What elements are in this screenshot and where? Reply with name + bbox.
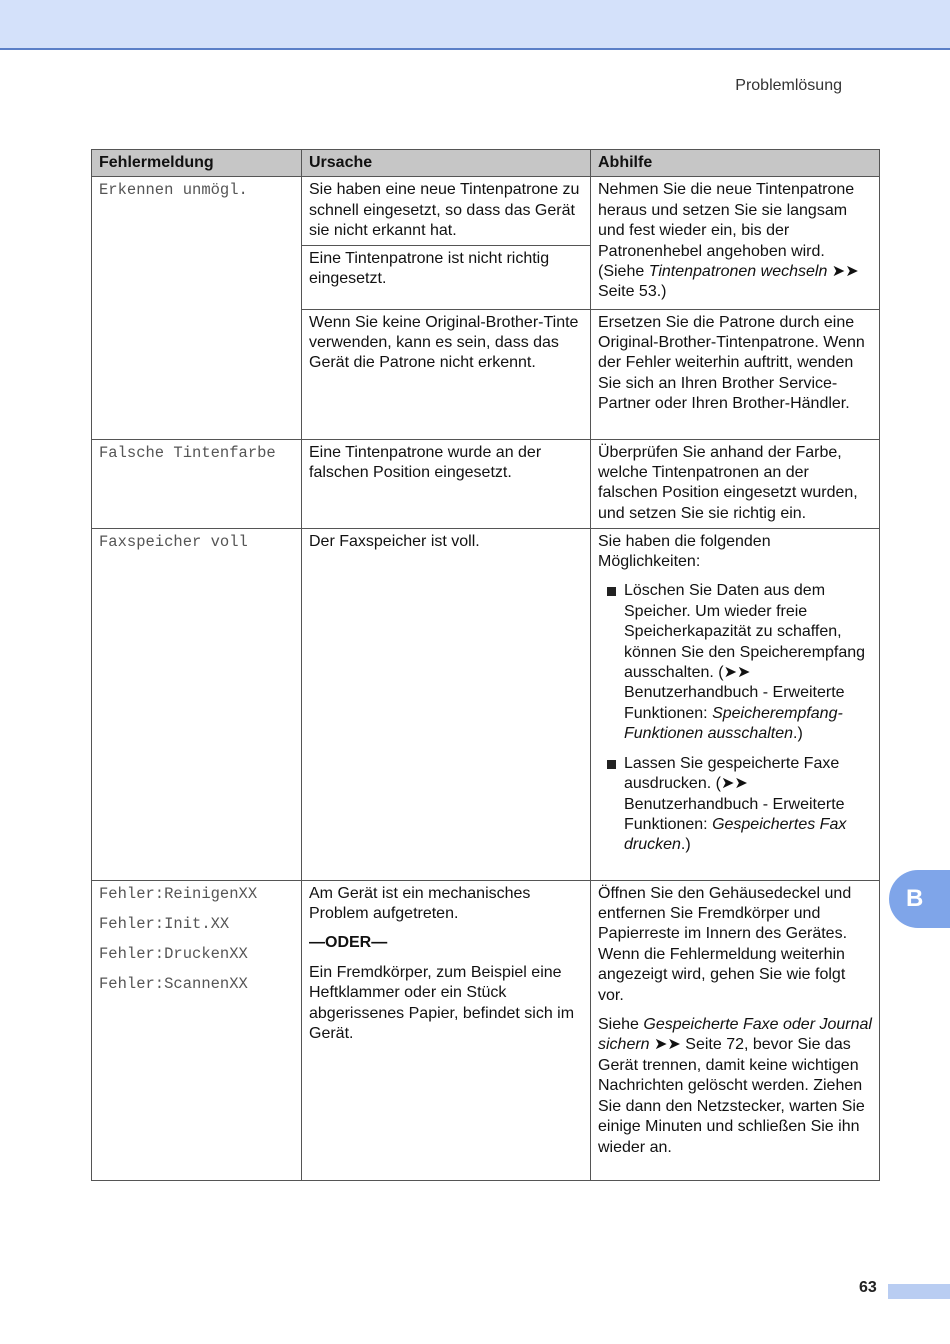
col-header-ursache: Ursache [302,150,591,177]
cause-text: Der Faxspeicher ist voll. [309,532,480,550]
square-bullet-icon [607,760,616,769]
remedy-cell [591,528,880,880]
error-table [91,149,880,1181]
bullet-reference-title: Gespeichertes Fax drucken [624,815,847,854]
remedy-text: Überprüfen Sie anhand der Farbe, welche Tintenpatronen an der falschen Position eingesetzt wurden, und setzen Sie sie richtig ein. [598,443,858,522]
table-row [92,880,880,1180]
list-item [598,754,872,856]
cause-cell [302,528,591,880]
remedy-cell [591,439,880,528]
list-item [598,581,872,744]
bullet-text: Löschen Sie Daten aus dem Speicher. Um wieder freie Speicherkapazität zu schaffen, können Sie den Speicherempfang ausschalten. [624,582,866,682]
cause-cell [302,880,591,1180]
bullet-reference: (➤➤ Benutzerhandbuch - Erweiterte Funktionen: [624,664,845,722]
square-bullet-icon [607,587,616,596]
remedy-page-reference: ➤➤ Seite 53.) [598,263,859,301]
bullet-text: Lassen Sie gespeicherte Faxe ausdrucken. [624,754,840,793]
remedy-text: Siehe [598,1016,644,1034]
remedy-text: Nehmen Sie die neue Tintenpatrone heraus und setzen Sie sie langsam und fest wieder ein, bis der Patronenhebel angehoben wird. (Siehe [598,181,855,281]
bullet-reference-end: .) [680,836,691,854]
section-title: Problemlösung [735,77,842,94]
remedy-cell [591,177,880,309]
error-code-cell [92,880,302,1180]
footer-band [888,1284,950,1299]
cause-text: Wenn Sie keine Original-Brother-Tinte verwenden, kann es sein, dass das Gerät die Patrone nicht erkennt. [309,313,579,372]
cause-text: Am Gerät ist ein mechanisches Problem aufgetreten. [309,884,531,923]
cause-cell [302,309,591,439]
error-code-cell [92,439,302,528]
page-number: 63 [859,1279,877,1296]
col-header-abhilfe: Abhilfe [591,150,880,177]
error-code: Fehler:ReinigenXX [99,884,258,903]
cause-text: Ein Fremdkörper, zum Beispiel eine Heftklammer oder ein Stück abgerissenes Papier, befindet sich im Gerät. [309,963,575,1043]
error-code-cell [92,528,302,880]
table-header-row [92,150,880,177]
bullet-reference-title: Speicherempfang-Funktionen ausschalten [624,704,843,743]
cause-text: Eine Tintenpatrone ist nicht richtig eingesetzt. [309,249,550,288]
error-code: Fehler:ScannenXX [99,974,248,993]
error-code: Erkennen unmögl. [99,181,248,200]
remedy-intro: Sie haben die folgenden Möglichkeiten: [598,532,771,571]
remedy-reference-title: Gespeicherte Faxe oder Journal sichern [598,1016,872,1054]
oder-separator: —ODER— [309,934,388,952]
remedy-paragraph [598,1015,872,1158]
remedy-cell [591,309,880,439]
remedy-text: ➤➤ Seite 72, bevor Sie das Gerät trennen, damit keine wichtigen Nachrichten gelöscht werden. Ziehen Sie dann den Netzstecker, warten Sie einige Minuten und schließen Sie ihn wieder an. [598,1036,865,1156]
cause-cell [302,245,591,309]
table-row [92,439,880,528]
remedy-text: Ersetzen Sie die Patrone durch eine Original-Brother-Tintenpatrone. Wenn der Fehler weiterhin auftritt, wenden Sie sich an Ihren Brother Service-Partner oder Ihren Brother-Händler. [598,313,865,413]
cause-cell [302,439,591,528]
remedy-text: Öffnen Sie den Gehäusedeckel und entfernen Sie Fremdkörper und Papierreste im Innern des Gerätes. Wenn die Fehlermeldung weiterhin angezeigt wird, gehen Sie wie folgt vor. [598,884,852,1004]
cause-text: Eine Tintenpatrone wurde an der falschen Position eingesetzt. [309,443,542,482]
error-code: Faxspeicher voll [99,532,248,551]
col-header-fehlermeldung: Fehlermeldung [92,150,302,177]
error-code: Falsche Tintenfarbe [99,443,276,462]
table-row [92,177,880,245]
remedy-cell [591,880,880,1180]
cause-text: Sie haben eine neue Tintenpatrone zu schnell eingesetzt, so dass das Gerät sie nicht erkannt hat. [309,181,580,240]
chapter-letter: B [906,885,924,912]
error-code: Fehler:Init.XX [99,914,230,933]
table-row [92,528,880,880]
cause-cell [302,177,591,245]
error-code: Fehler:DruckenXX [99,944,248,963]
chapter-tab [889,870,950,928]
remedy-reference-title: Tintenpatronen wechseln [648,263,828,281]
top-header-band [0,0,950,50]
bullet-reference-end: .) [793,725,803,743]
error-code-cell [92,177,302,439]
bullet-reference: (➤➤ Benutzerhandbuch - Erweiterte Funktionen: [624,775,845,833]
